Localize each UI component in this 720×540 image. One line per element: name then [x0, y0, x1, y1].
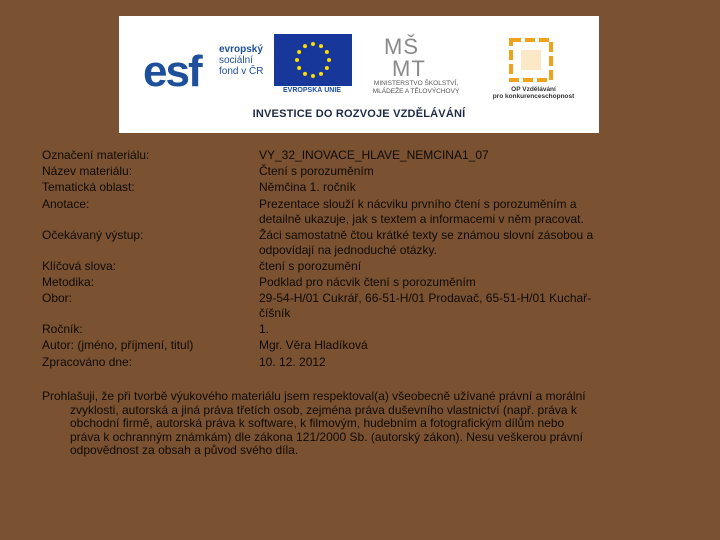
- esf-text: [219, 44, 263, 77]
- label-rocnik: Ročník:: [42, 322, 83, 336]
- msmt-caption: [351, 80, 481, 96]
- value-ocekavany-vystup-line-1: Žáci samostatně čtou krátké texty se známou slovní zásobou a: [259, 228, 594, 242]
- label-obor: Obor:: [42, 291, 73, 305]
- value-nazev: Čtení s porozuměním: [259, 164, 374, 178]
- label-nazev: Název materiálu:: [42, 164, 133, 178]
- msmt-logo: [374, 30, 454, 80]
- declaration-line-5: odpovědnost za obsah a původ svého díla.: [70, 443, 299, 457]
- author-declaration: [42, 390, 682, 458]
- esf-text-line-1: evropský: [219, 44, 263, 55]
- label-metodika: Metodika:: [42, 275, 95, 289]
- value-tematicka-oblast: Němčina 1. ročník: [259, 180, 356, 194]
- label-autor: Autor: (jméno, příjmení, titul): [42, 338, 194, 352]
- label-ocekavany-vystup: Očekávaný výstup:: [42, 228, 144, 242]
- op-vk-logo: [507, 36, 555, 84]
- declaration-line-2: zvyklosti, autorská a jiná práva třetích osob, zejména práva duševního vlastnictví (např. práva k: [70, 402, 577, 417]
- value-anotace-line-1: Prezentace slouží k nácviku prvního čtení s porozuměním a: [259, 197, 577, 211]
- msmt-caption-line-1: MINISTERSTVO ŠKOLSTVÍ,: [373, 80, 459, 87]
- esf-text-line-3: fond v ČR: [219, 66, 264, 77]
- value-obor-line-2: číšník: [259, 306, 291, 320]
- value-obor-line-1: 29-54-H/01 Cukrář, 66-51-H/01 Prodavač, 65-51-H/01 Kuchař-: [259, 291, 592, 305]
- label-zpracovano: Zpracováno dne:: [42, 355, 133, 369]
- svg-text:MT: MT: [392, 56, 426, 80]
- declaration-line-4: práva k ochranným známkám) dle zákona 121/2000 Sb. (autorský zákon). Nesu veškerou právní: [70, 429, 583, 444]
- declaration-line-3: obchodní firmě, autorská práva k software, k filmovým, hudebním a fotografickým dílům nebo: [70, 416, 565, 430]
- label-oznaceni: Označení materiálu:: [42, 148, 150, 162]
- svg-text:esf: esf: [143, 47, 201, 96]
- label-anotace: Anotace:: [42, 197, 90, 211]
- value-autor: Mgr. Věra Hladíková: [259, 338, 368, 352]
- value-rocnik: 1.: [259, 322, 270, 336]
- value-zpracovano: 10. 12. 2012: [259, 355, 326, 369]
- value-anotace-line-2: detailně ukazuje, jak s textem a informacemi v něm pracovat.: [259, 212, 584, 226]
- op-caption: [481, 86, 586, 100]
- svg-text:MŠ: MŠ: [384, 34, 419, 59]
- value-ocekavany-vystup-line-2: odpovídají na jednoduché otázky.: [259, 243, 437, 257]
- banner-slogan: INVESTICE DO ROZVOJE VZDĚLÁVÁNÍ: [252, 108, 466, 120]
- esf-text-line-2: sociální: [219, 55, 253, 66]
- declaration-line-1: Prohlašuji, že při tvorbě výukového materiálu jsem respektoval(a) všeobecně užívané právní a morální: [42, 389, 586, 403]
- msmt-caption-line-2: MLÁDEŽE A TĚLOVÝCHOVY: [372, 88, 460, 95]
- value-metodika: Podklad pro nácvik čtení s porozuměním: [259, 275, 476, 289]
- op-caption-line-2: pro konkurenceschopnost: [492, 93, 575, 100]
- value-klicova-slova: čtení s porozumění: [259, 259, 362, 273]
- value-oznaceni: VY_32_INOVACE_HLAVE_NEMCINA1_07: [259, 148, 489, 162]
- label-klicova-slova: Klíčová slova:: [42, 259, 117, 273]
- eu-caption: EVROPSKÁ UNIE: [283, 87, 341, 94]
- label-tematicka-oblast: Tematická oblast:: [42, 180, 135, 194]
- eu-flag-logo: [274, 34, 352, 86]
- op-caption-line-1: OP Vzdělávání: [511, 86, 556, 93]
- logo-banner: [119, 16, 599, 133]
